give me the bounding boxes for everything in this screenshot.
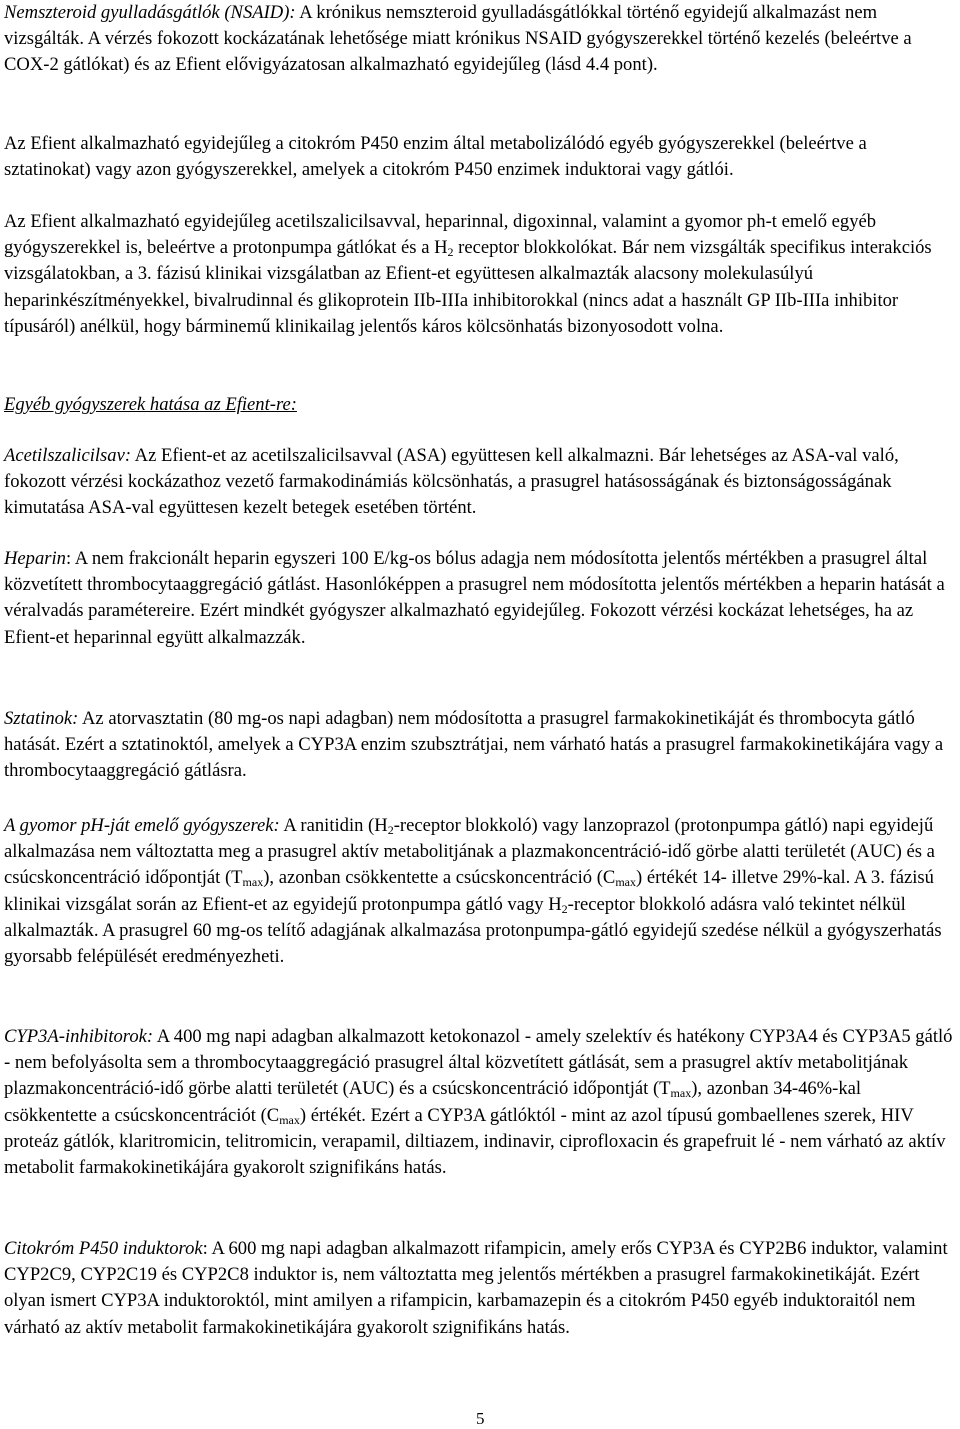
p450-paragraph: Az Efient alkalmazható egyidejűleg a citokróm P450 enzim által metabolizálódó egyéb gyógyszerekkel (beleértve a sztatinokat) vagy azon gyógyszerekkel, amelyek a citokróm P450 enzimek induktorai vagy gátlói. [4, 133, 867, 181]
ph-subscript-1: 2 [387, 823, 394, 837]
cyp3a-subscript-2: max [279, 1112, 300, 1127]
heparin-text: : A nem frakcionált heparin egyszeri 100 E/kg-os bólus adagja nem módosította jelentős mértékben a prasugrel által közvetített thrombocytaaggregáció gátlást. Hasonlóképpen a prasugrel nem módosította jelentős mértékben a heparin hatását a véralvadás paramétereire. Ezért mindkét gyógyszer alkalmazható egyidejűleg. Fokozott vérzési kockázat lehetséges, ha az Efient-et heparinnal együtt alkalmazzák. [4, 548, 945, 648]
ph-label: A gyomor pH-ját emelő gyógyszerek: [4, 815, 280, 836]
p450-inducers-label: Citokróm P450 induktorok [4, 1238, 203, 1259]
page-number: 5 [476, 1409, 485, 1428]
h2-subscript: 2 [447, 245, 454, 260]
ph-subscript-4: 2 [561, 901, 568, 916]
asa-heparin-text-2: receptor blokkolókat. Bár nem vizsgálták specifikus interakciós vizsgálatokban, a 3. fázisú klinikai vizsgálatban az Efient-et együttesen alkalmazták alacsony molekulasúlyú heparinkészítményekkel, bivalrudinnal és glikoprotein IIb-IIIa inhibitorokkal (nincs adat a használt GP IIb-IIIa inhibitor típusáról) anélkül, hogy bárminemű klinikailag jelentős káros kölcsönhatás bizonyosodott volna. [4, 237, 932, 337]
cyp3a-inhibitors-label: CYP3A-inhibitorok: [4, 1026, 154, 1047]
heparin-paragraph [4, 546, 956, 651]
ph-subscript-3: max [615, 875, 636, 890]
asa-label: Acetilszalicilsav: [4, 445, 132, 466]
cyp3a-text-3: ) értékét. Ezért a CYP3A gátlóktól - mint az azol típusú gombaellenes szerek, HIV proteáz gátlók, klaritromicin, telitromicin, verapamil, diltiazem, indinavir, ciprofloxacin és grapefruit lé - nem várható az aktív metabolit farmakokinetikájára gyakorolt szignifikáns hatás. [4, 1104, 946, 1179]
section-heading: Egyéb gyógyszerek hatása az Efient-re: [4, 394, 297, 415]
nsaid-paragraph [4, 0, 956, 79]
nsaid-label: Nemszteroid gyulladásgátlók (NSAID): [4, 2, 296, 23]
asa-paragraph [4, 443, 956, 522]
ph-text-2: -receptor blokkoló) vagy lanzoprazol (protonpumpa gátló) napi egyidejű alkalmazása nem változtatta meg a prasugrel aktív metabolitjának a plazmakoncentráció-idő görbe alatti területét (AUC) és a csúcskoncentráció időpontját (T [4, 815, 935, 889]
p450-inducers-paragraph [4, 1236, 956, 1341]
asa-heparin-paragraph [4, 209, 956, 340]
cyp3a-subscript-1: max [670, 1086, 692, 1101]
ph-subscript-2: max [242, 875, 264, 890]
ph-text-3: ), azonban csökkentette a csúcskoncentráció (C [263, 867, 616, 889]
nsaid-text: A krónikus nemszteroid gyulladásgátlókkal történő egyidejű alkalmazást nem vizsgálták. A vérzés fokozott kockázatának lehetősége miatt krónikus NSAID gyógyszerekkel történő kezelés (beleértve a COX-2 gátlókat) és az Efient elővigyázatosan alkalmazható egyidejűleg (lásd 4.4 pont). [4, 2, 912, 76]
cyp3a-text-2: ), azonban 34-46%-kal csökkentette a csúcskoncentrációt (C [4, 1078, 862, 1126]
p450-inducers-text: : A 600 mg napi adagban alkalmazott rifampicin, amely erős CYP3A és CYP2B6 induktor, valamint CYP2C9, CYP2C19 és CYP2C8 induktor is, nem változtatta meg jelentős mértékben a prasugrel farmakokinetikáját. Ezért olyan ismert CYP3A induktoroktól, mint amilyen a rifampicin, karbamazepin és a citokróm P450 egyéb induktoraitól nem várható az aktív metabolit farmakokinetikájára gyakorolt szignifikáns hatás. [4, 1238, 948, 1338]
ph-paragraph [4, 813, 956, 970]
statins-label: Sztatinok: [4, 708, 79, 729]
ph-text-5: -receptor blokkoló adásra való tekintet nélkül alkalmazták. A prasugrel 60 mg-os telítő adagjának alkalmazása protonpumpa-gátló egyidejű szedése nélkül a gyógyszerhatás gyorsabb felépülését eredményezheti. [4, 893, 942, 968]
cyp3a-text-1: A 400 mg napi adagban alkalmazott ketokonazol - amely szelektív és hatékony CYP3A4 és CYP3A5 gátló - nem befolyásolta sem a thrombocytaaggregáció prasugrel által közvetített gátlását, sem a prasugrel aktív metabolitjának plazmakoncentráció-idő görbe alatti területét (AUC) és a csúcskoncentráció időpontját (T [4, 1026, 953, 1100]
asa-heparin-text-1: Az Efient alkalmazható egyidejűleg acetilszalicilsavval, heparinnal, digoxinnal, valamint a gyomor ph-t emelő egyéb gyógyszerekkel is, beleértve a protonpumpa gátlókat és a H [4, 211, 877, 259]
cyp3a-inhibitors-paragraph [4, 1024, 956, 1181]
ph-text-4: ) értékét 14- illetve 29%-kal. A 3. fázisú klinikai vizsgálat során az Efient-et az egyidejű protonpumpa gátló vagy H [4, 867, 934, 915]
ph-text-1: A ranitidin (H [279, 815, 388, 836]
heparin-label: Heparin [4, 548, 66, 569]
asa-text: Az Efient-et az acetilszalicilsavval (ASA) együttesen kell alkalmazni. Bár lehetséges az ASA-val való, fokozott vérzési kockázathoz vezető farmakodinámiás kölcsönhatás, a prasugrel hatásosságának és biztonságosságának kimutatása ASA-val együttesen kezelt betegek esetében történt. [4, 445, 899, 519]
statins-text: Az atorvasztatin (80 mg-os napi adagban) nem módosította a prasugrel farmakokinetikáját és thrombocyta gátló hatását. Ezért a sztatinoktól, amelyek a CYP3A enzim szubsztrátjai, nem várható hatás a prasugrel farmakokinetikájára vagy a thrombocytaaggregáció gátlásra. [4, 708, 944, 782]
statins-paragraph [4, 706, 956, 785]
